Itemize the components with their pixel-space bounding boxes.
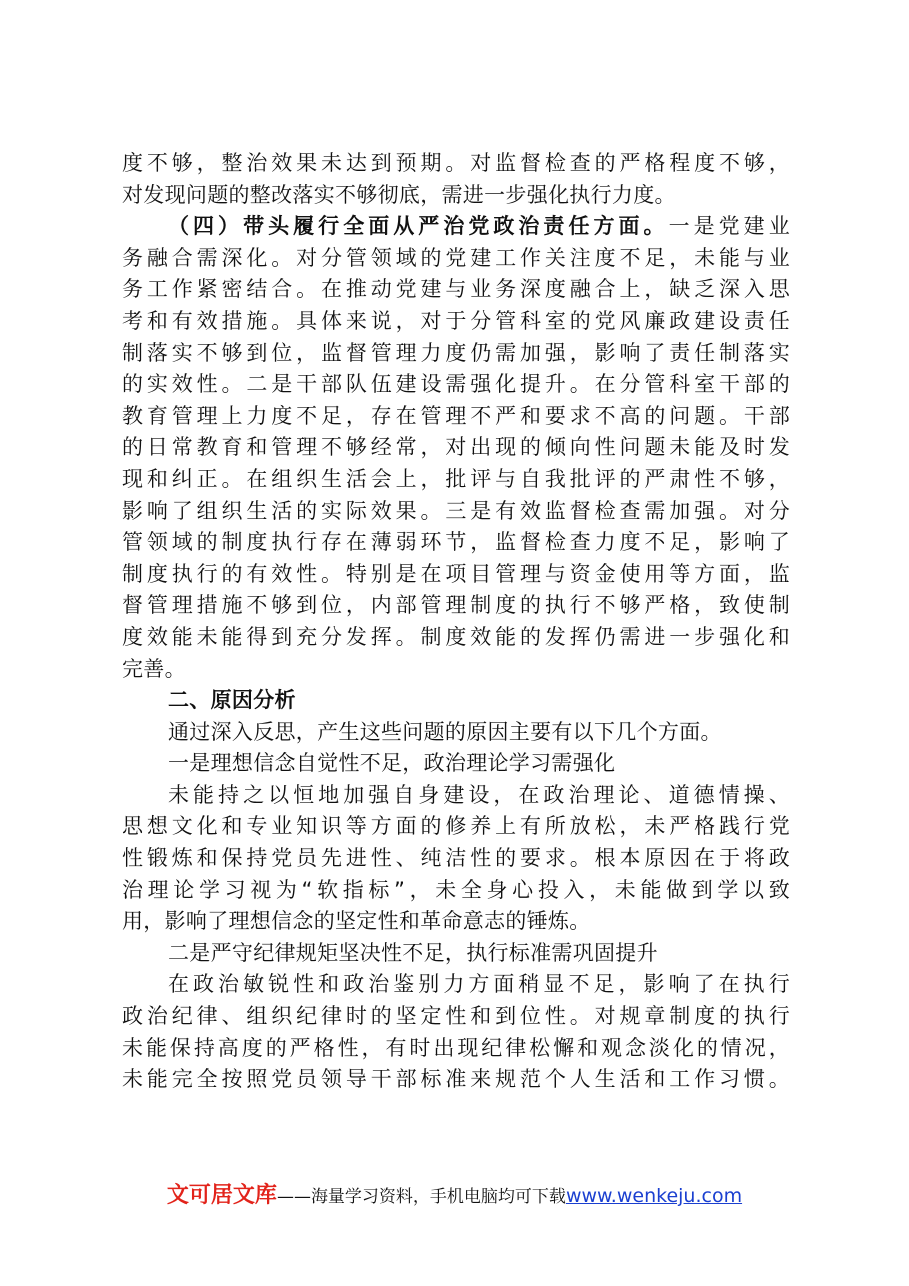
text-line: 政治纪律、组织纪律时的坚定性和到位性。对规章制度的执行 (122, 1004, 790, 1029)
section-four-line (122, 211, 790, 243)
section-four-heading: （四）带头履行全面从严治党政治责任方面。 (168, 214, 669, 239)
text-line: 用，影响了理想信念的坚定性和革命意志的锤炼。 (122, 909, 591, 934)
text-line: 治理论学习视为“软指标”，未全身心投入，未能做到学以致 (122, 877, 790, 902)
text-line: 思想文化和专业知识等方面的修养上有所放松，未严格践行党 (122, 814, 790, 839)
subheading: 二是严守纪律规矩坚决性不足，执行标准需巩固提升 (168, 940, 658, 965)
text-line: 度不够，整治效果未达到预期。对监督检查的严格程度不够， (122, 151, 790, 175)
text-line: 制落实不够到位，监督管理力度仍需加强，影响了责任制落实 (122, 340, 790, 365)
text-line: 未能完全按照党员领导干部标准来规范个人生活和工作习惯。 (122, 1067, 790, 1092)
footer-site-link[interactable]: www.wenkeju.com (565, 1185, 743, 1207)
footer-brand: 文可居文库 (166, 1183, 277, 1208)
text-line: 管领域的制度执行存在薄弱环节，监督检查力度不足，影响了 (122, 530, 790, 555)
subheading: 一是理想信念自觉性不足，政治理论学习需强化 (168, 751, 616, 776)
text-line: 未能保持高度的严格性，有时出现纪律松懈和观念淡化的情况， (122, 1035, 790, 1060)
document-body (122, 148, 790, 1096)
footer-tagline: ——海量学习资料，手机电脑均可下载 (276, 1187, 566, 1207)
text-line: 教育管理上力度不足，存在管理不严和要求不高的问题。干部 (122, 403, 790, 428)
text-line: 现和纠正。在组织生活会上，批评与自我批评的严肃性不够， (122, 466, 790, 491)
text-line: 对发现问题的整改落实不够彻底，需进一步强化执行力度。 (122, 182, 676, 207)
text-line: 考和有效措施。具体来说，对于分管科室的党风廉政建设责任 (122, 308, 790, 333)
text-line: 通过深入反思，产生这些问题的原因主要有以下几个方面。 (168, 719, 722, 744)
text-line: 的实效性。二是干部队伍建设需强化提升。在分管科室干部的 (122, 372, 790, 397)
text-line: 完善。 (122, 656, 186, 681)
text-line: 制度执行的有效性。特别是在项目管理与资金使用等方面，监 (122, 561, 790, 586)
text-line: 在政治敏锐性和政治鉴别力方面稍显不足，影响了在执行 (168, 972, 790, 997)
text-line: 务融合需深化。对分管领域的党建工作关注度不足，未能与业 (122, 245, 790, 270)
text-line: 性锻炼和保持党员先进性、纯洁性的要求。根本原因在于将政 (122, 846, 790, 871)
text-line: 影响了组织生活的实际效果。三是有效监督检查需加强。对分 (122, 498, 790, 523)
text-line: 度效能未能得到充分发挥。制度效能的发挥仍需进一步强化和 (122, 624, 790, 649)
footer-banner (0, 1178, 909, 1209)
section-heading: 二、原因分析 (168, 688, 296, 713)
text-line: 未能持之以恒地加强自身建设，在政治理论、道德情操、 (168, 782, 790, 807)
text-line: 督管理措施不够到位，内部管理制度的执行不够严格，致使制 (122, 593, 790, 618)
text-line: 的日常教育和管理不够经常，对出现的倾向性问题未能及时发 (122, 435, 790, 460)
section-four-lead: 一是党建业 (668, 214, 791, 239)
text-line: 务工作紧密结合。在推动党建与业务深度融合上，缺乏深入思 (122, 277, 790, 302)
